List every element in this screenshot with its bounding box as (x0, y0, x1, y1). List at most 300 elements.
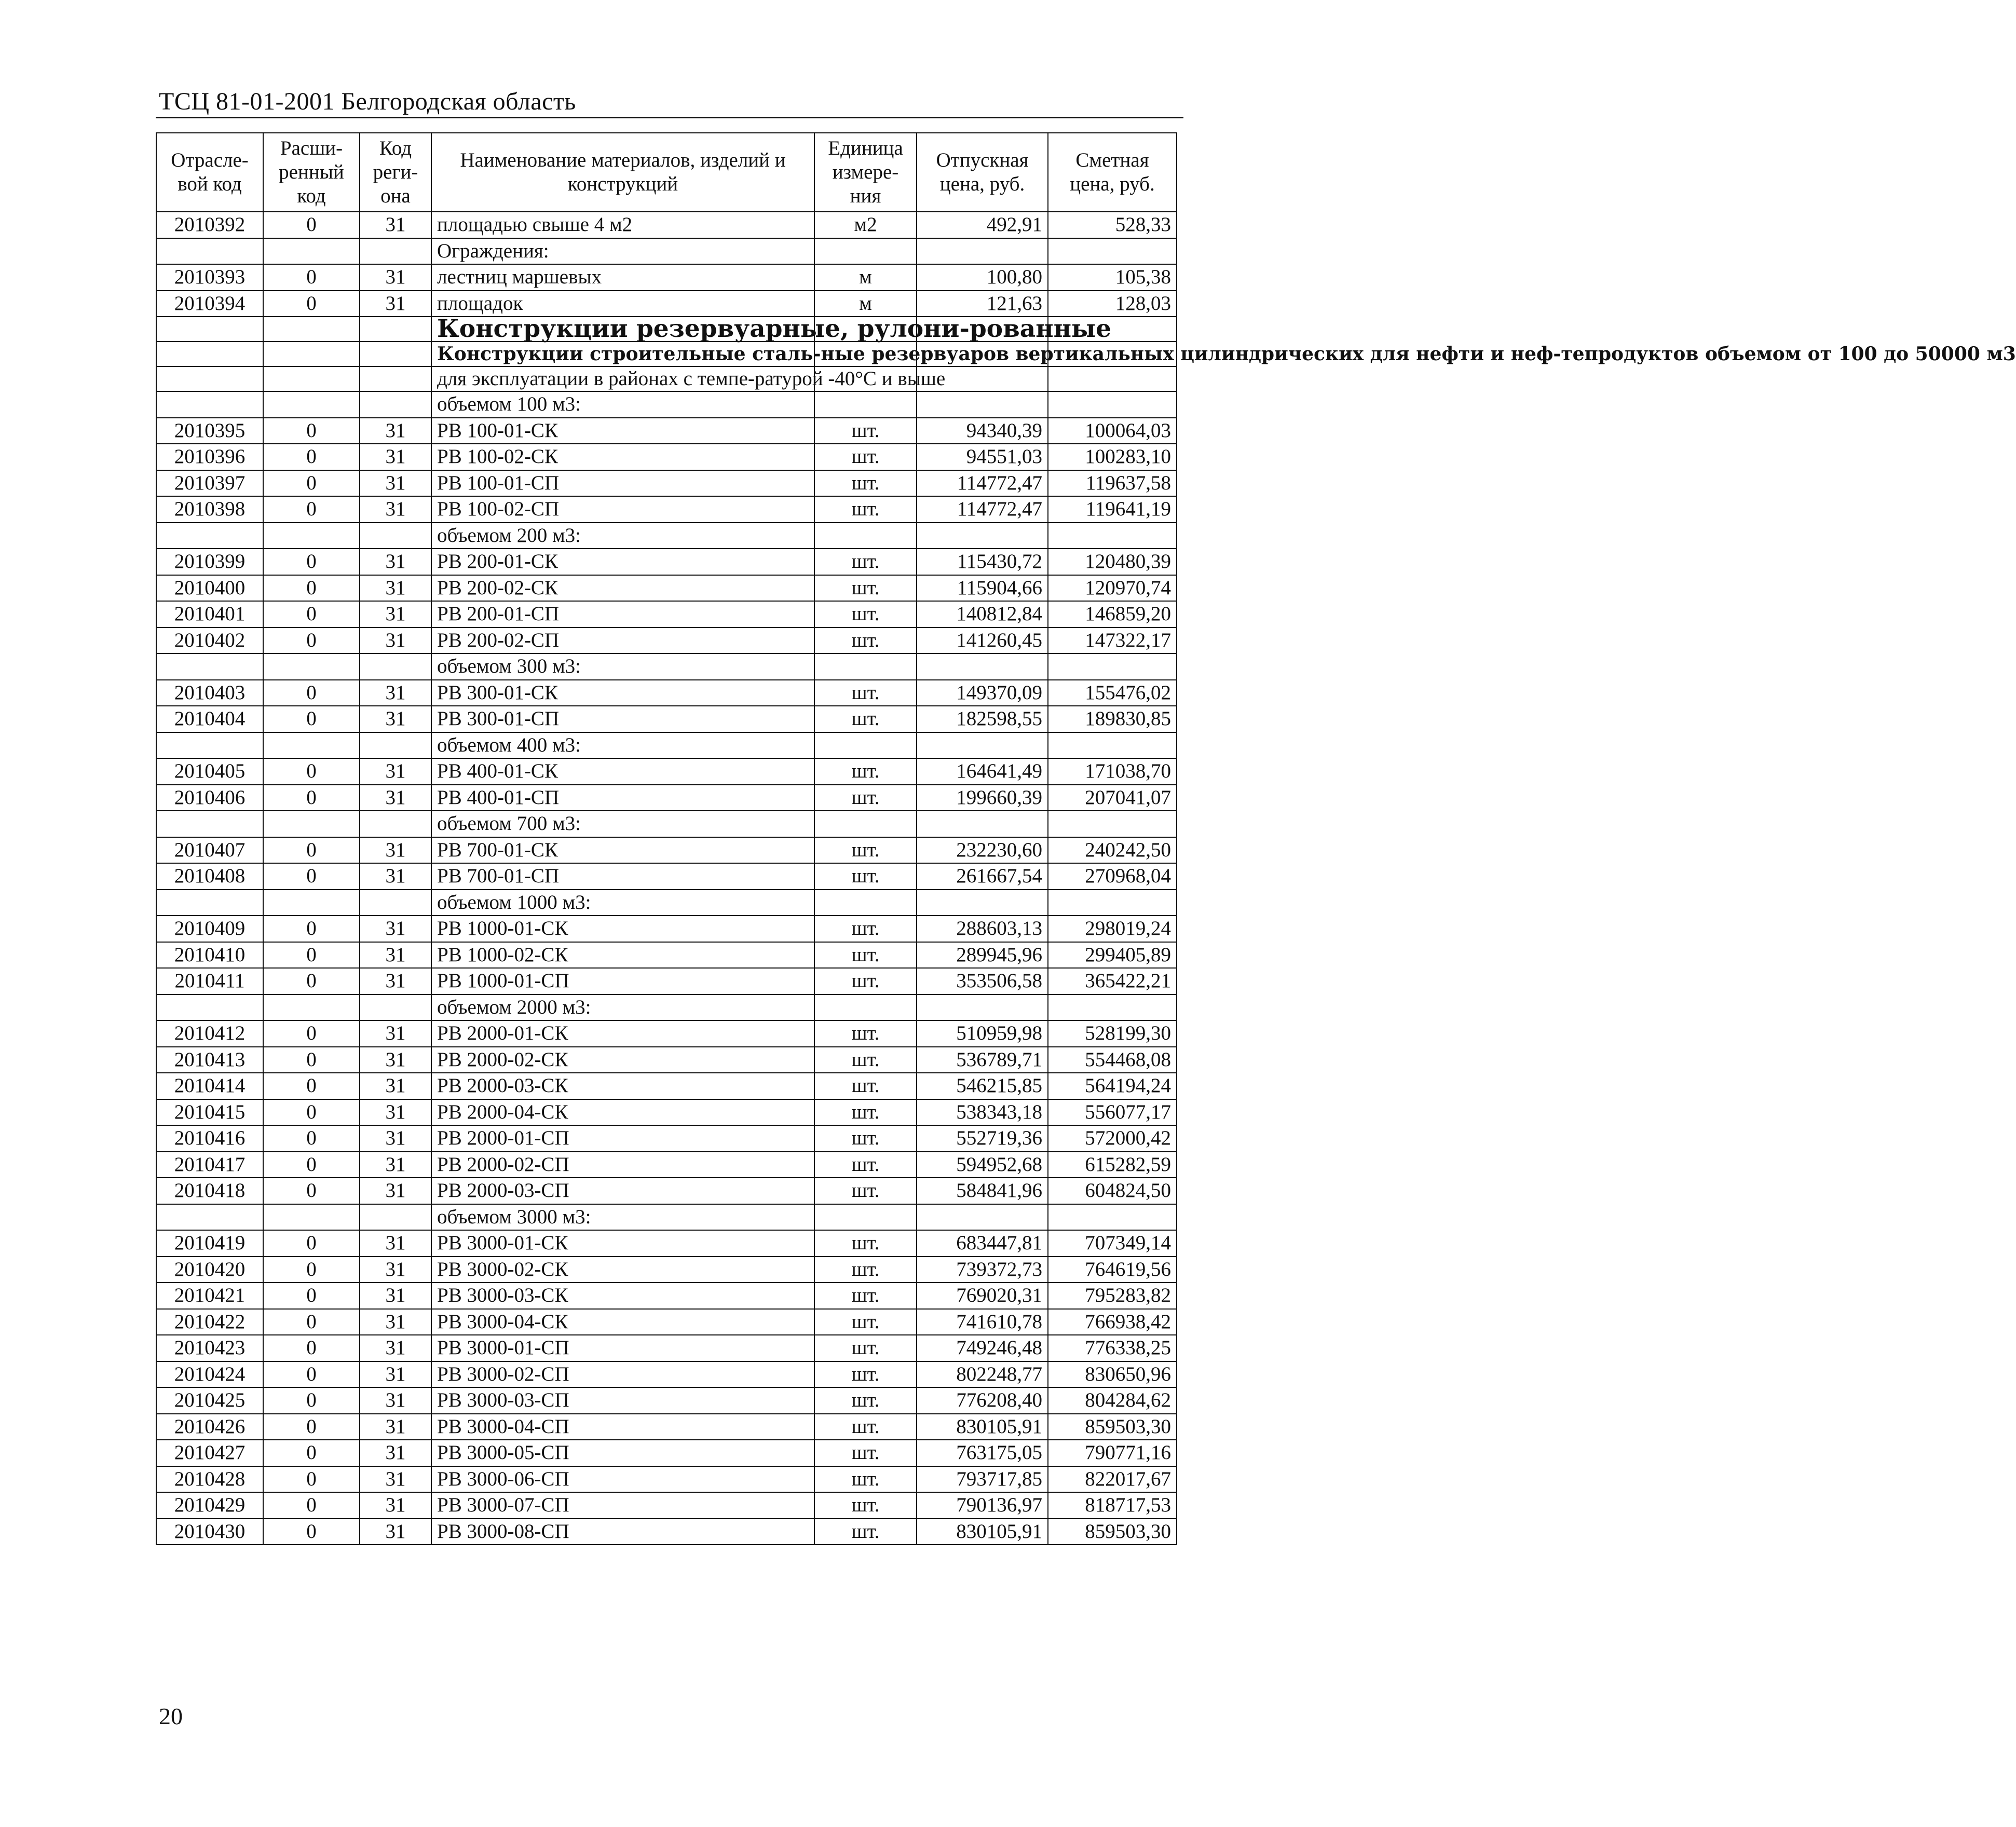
estimate-price-cell: 795283,82 (1048, 1283, 1177, 1309)
release-price-cell: 288603,13 (917, 916, 1048, 942)
page-number: 20 (159, 1703, 183, 1729)
release-price-cell: 536789,71 (917, 1047, 1048, 1073)
empty-cell (156, 890, 263, 916)
col-header-branch-code: Отрасле-вой код (156, 133, 263, 212)
release-price-cell: 749246,48 (917, 1335, 1048, 1361)
table-row (156, 706, 1177, 732)
region-code-cell: 31 (360, 628, 431, 654)
release-price-cell: 115904,66 (917, 575, 1048, 602)
unit-cell: шт. (814, 549, 917, 575)
empty-cell (263, 238, 360, 265)
empty-cell (814, 811, 917, 837)
release-price-cell: 140812,84 (917, 601, 1048, 628)
unit-cell: шт. (814, 1335, 917, 1361)
empty-cell (1048, 366, 1177, 391)
empty-cell (360, 1204, 431, 1231)
estimate-price-cell: 105,38 (1048, 264, 1177, 291)
estimate-price-cell: 171038,70 (1048, 758, 1177, 785)
empty-cell (917, 1204, 1048, 1231)
unit-cell: шт. (814, 1466, 917, 1493)
empty-cell (917, 238, 1048, 265)
branch-code-cell: 2010427 (156, 1440, 263, 1466)
extended-code-cell: 0 (263, 1178, 360, 1204)
estimate-price-cell: 707349,14 (1048, 1230, 1177, 1257)
branch-code-cell: 2010423 (156, 1335, 263, 1361)
empty-cell (360, 238, 431, 265)
group-name-cell: объемом 200 м3: (431, 523, 814, 549)
extended-code-cell: 0 (263, 837, 360, 864)
estimate-price-cell: 298019,24 (1048, 916, 1177, 942)
estimate-price-cell: 100064,03 (1048, 418, 1177, 444)
extended-code-cell: 0 (263, 1414, 360, 1440)
name-cell: РВ 3000-08-СП (431, 1519, 814, 1545)
branch-code-cell: 2010403 (156, 680, 263, 706)
region-code-cell: 31 (360, 1519, 431, 1545)
name-cell: РВ 400-01-СП (431, 785, 814, 811)
extended-code-cell: 0 (263, 942, 360, 969)
region-code-cell: 31 (360, 942, 431, 969)
extended-code-cell: 0 (263, 1230, 360, 1257)
extended-code-cell: 0 (263, 628, 360, 654)
empty-cell (263, 317, 360, 342)
table-row (156, 1230, 1177, 1257)
extended-code-cell: 0 (263, 1125, 360, 1152)
name-cell: РВ 3000-04-СК (431, 1309, 814, 1335)
empty-cell (156, 238, 263, 265)
region-code-cell: 31 (360, 1073, 431, 1099)
name-cell: РВ 3000-01-СК (431, 1230, 814, 1257)
release-price-cell: 538343,18 (917, 1099, 1048, 1126)
release-price-cell: 114772,47 (917, 496, 1048, 523)
subgroup-row (156, 523, 1177, 549)
group-heading-row (156, 342, 1177, 366)
name-cell: РВ 1000-01-СК (431, 916, 814, 942)
name-cell: РВ 3000-04-СП (431, 1414, 814, 1440)
table-row (156, 1125, 1177, 1152)
extended-code-cell: 0 (263, 418, 360, 444)
extended-code-cell: 0 (263, 291, 360, 317)
branch-code-cell: 2010421 (156, 1283, 263, 1309)
empty-cell (360, 317, 431, 342)
table-row (156, 1387, 1177, 1414)
unit-cell: шт. (814, 575, 917, 602)
empty-cell (1048, 811, 1177, 837)
table-row (156, 1440, 1177, 1466)
estimate-price-cell: 207041,07 (1048, 785, 1177, 811)
table-row (156, 444, 1177, 470)
extended-code-cell: 0 (263, 1387, 360, 1414)
region-code-cell: 31 (360, 1387, 431, 1414)
empty-cell (156, 317, 263, 342)
extended-code-cell: 0 (263, 1361, 360, 1388)
region-code-cell: 31 (360, 549, 431, 575)
table-row (156, 942, 1177, 969)
estimate-price-cell: 859503,30 (1048, 1414, 1177, 1440)
region-code-cell: 31 (360, 1466, 431, 1493)
table-row (156, 1361, 1177, 1388)
unit-cell: шт. (814, 706, 917, 732)
name-cell: РВ 200-02-СП (431, 628, 814, 654)
empty-cell (156, 653, 263, 680)
branch-code-cell: 2010417 (156, 1152, 263, 1178)
table-row (156, 575, 1177, 602)
col-header-extended-code: Расши-ренный код (263, 133, 360, 212)
extended-code-cell: 0 (263, 1073, 360, 1099)
region-code-cell: 31 (360, 264, 431, 291)
estimate-price-cell: 766938,42 (1048, 1309, 1177, 1335)
name-cell: РВ 2000-03-СК (431, 1073, 814, 1099)
region-code-cell: 31 (360, 916, 431, 942)
unit-cell: шт. (814, 418, 917, 444)
estimate-price-cell: 528,33 (1048, 212, 1177, 238)
branch-code-cell: 2010406 (156, 785, 263, 811)
empty-cell (1048, 391, 1177, 418)
release-price-cell: 763175,05 (917, 1440, 1048, 1466)
empty-cell (917, 811, 1048, 837)
estimate-price-cell: 615282,59 (1048, 1152, 1177, 1178)
release-price-cell: 546215,85 (917, 1073, 1048, 1099)
estimate-price-cell: 365422,21 (1048, 968, 1177, 994)
branch-code-cell: 2010393 (156, 264, 263, 291)
branch-code-cell: 2010426 (156, 1414, 263, 1440)
empty-cell (263, 1204, 360, 1231)
estimate-price-cell: 554468,08 (1048, 1047, 1177, 1073)
branch-code-cell: 2010425 (156, 1387, 263, 1414)
extended-code-cell: 0 (263, 968, 360, 994)
empty-cell (814, 1204, 917, 1231)
name-cell: РВ 2000-01-СК (431, 1020, 814, 1047)
extended-code-cell: 0 (263, 916, 360, 942)
branch-code-cell: 2010420 (156, 1257, 263, 1283)
name-cell: РВ 3000-02-СП (431, 1361, 814, 1388)
branch-code-cell: 2010401 (156, 601, 263, 628)
region-code-cell: 31 (360, 1230, 431, 1257)
branch-code-cell: 2010422 (156, 1309, 263, 1335)
branch-code-cell: 2010392 (156, 212, 263, 238)
region-code-cell: 31 (360, 837, 431, 864)
release-price-cell: 94551,03 (917, 444, 1048, 470)
table-row (156, 1414, 1177, 1440)
extended-code-cell: 0 (263, 1152, 360, 1178)
table-row (156, 1178, 1177, 1204)
group-name-cell: объемом 700 м3: (431, 811, 814, 837)
release-price-cell: 552719,36 (917, 1125, 1048, 1152)
empty-cell (156, 811, 263, 837)
table-row (156, 837, 1177, 864)
empty-cell (360, 994, 431, 1021)
group-name-cell: объемом 400 м3: (431, 732, 814, 759)
estimate-price-cell: 120970,74 (1048, 575, 1177, 602)
unit-cell: шт. (814, 1020, 917, 1047)
table-body (156, 212, 2016, 1545)
region-code-cell: 31 (360, 1335, 431, 1361)
table-row (156, 212, 1177, 238)
region-code-cell: 31 (360, 706, 431, 732)
name-cell: РВ 3000-03-СП (431, 1387, 814, 1414)
group-name-cell: Ограждения: (431, 238, 814, 265)
estimate-price-cell: 119637,58 (1048, 470, 1177, 497)
region-code-cell: 31 (360, 444, 431, 470)
release-price-cell: 182598,55 (917, 706, 1048, 732)
region-code-cell: 31 (360, 1125, 431, 1152)
extended-code-cell: 0 (263, 1020, 360, 1047)
extended-code-cell: 0 (263, 470, 360, 497)
group-name-cell: для эксплуатации в районах с темпе-ратурой -40°С и выше (431, 366, 814, 391)
region-code-cell: 31 (360, 680, 431, 706)
unit-cell: шт. (814, 1440, 917, 1466)
name-cell: РВ 100-01-СП (431, 470, 814, 497)
release-price-cell: 793717,85 (917, 1466, 1048, 1493)
unit-cell: шт. (814, 863, 917, 890)
branch-code-cell: 2010419 (156, 1230, 263, 1257)
empty-cell (263, 653, 360, 680)
name-cell: РВ 2000-03-СП (431, 1178, 814, 1204)
extended-code-cell: 0 (263, 1440, 360, 1466)
unit-cell: шт. (814, 758, 917, 785)
empty-cell (814, 238, 917, 265)
unit-cell: шт. (814, 1230, 917, 1257)
header-rule (156, 117, 1183, 118)
col-header-release-price: Отпускная цена, руб. (917, 133, 1048, 212)
empty-cell (263, 732, 360, 759)
table-row (156, 291, 1177, 317)
release-price-cell: 769020,31 (917, 1283, 1048, 1309)
name-cell: РВ 200-02-СК (431, 575, 814, 602)
release-price-cell: 830105,91 (917, 1519, 1048, 1545)
unit-cell: шт. (814, 837, 917, 864)
branch-code-cell: 2010398 (156, 496, 263, 523)
subgroup-row (156, 890, 1177, 916)
table-row (156, 1309, 1177, 1335)
name-cell: РВ 700-01-СП (431, 863, 814, 890)
extended-code-cell: 0 (263, 212, 360, 238)
table-row (156, 496, 1177, 523)
empty-cell (360, 732, 431, 759)
branch-code-cell: 2010413 (156, 1047, 263, 1073)
unit-cell: шт. (814, 968, 917, 994)
section-heading-row (156, 317, 1177, 342)
unit-cell: шт. (814, 444, 917, 470)
release-price-cell: 830105,91 (917, 1414, 1048, 1440)
region-code-cell: 31 (360, 1361, 431, 1388)
region-code-cell: 31 (360, 418, 431, 444)
estimate-price-cell: 764619,56 (1048, 1257, 1177, 1283)
release-price-cell: 739372,73 (917, 1257, 1048, 1283)
name-cell: лестниц маршевых (431, 264, 814, 291)
empty-cell (156, 732, 263, 759)
release-price-cell: 741610,78 (917, 1309, 1048, 1335)
empty-cell (156, 1204, 263, 1231)
unit-cell: шт. (814, 942, 917, 969)
table-header (156, 133, 1177, 212)
empty-cell (263, 523, 360, 549)
branch-code-cell: 2010430 (156, 1519, 263, 1545)
name-cell: площадок (431, 291, 814, 317)
branch-code-cell: 2010410 (156, 942, 263, 969)
extended-code-cell: 0 (263, 863, 360, 890)
branch-code-cell: 2010416 (156, 1125, 263, 1152)
extended-code-cell: 0 (263, 1519, 360, 1545)
extended-code-cell: 0 (263, 264, 360, 291)
table-row (156, 1047, 1177, 1073)
table-row (156, 601, 1177, 628)
name-cell: РВ 100-02-СК (431, 444, 814, 470)
empty-cell (263, 994, 360, 1021)
branch-code-cell: 2010399 (156, 549, 263, 575)
estimate-price-cell: 270968,04 (1048, 863, 1177, 890)
empty-cell (263, 342, 360, 366)
empty-cell (917, 523, 1048, 549)
extended-code-cell: 0 (263, 1047, 360, 1073)
empty-cell (360, 523, 431, 549)
region-code-cell: 31 (360, 1152, 431, 1178)
table-row (156, 1466, 1177, 1493)
release-price-cell: 94340,39 (917, 418, 1048, 444)
estimate-price-cell: 119641,19 (1048, 496, 1177, 523)
table-row (156, 549, 1177, 575)
extended-code-cell: 0 (263, 1492, 360, 1519)
release-price-cell: 121,63 (917, 291, 1048, 317)
table-row (156, 1257, 1177, 1283)
unit-cell: м (814, 264, 917, 291)
extended-code-cell: 0 (263, 1335, 360, 1361)
release-price-cell: 289945,96 (917, 942, 1048, 969)
name-cell: РВ 3000-07-СП (431, 1492, 814, 1519)
unit-cell: шт. (814, 470, 917, 497)
region-code-cell: 31 (360, 601, 431, 628)
empty-cell (360, 366, 431, 391)
branch-code-cell: 2010394 (156, 291, 263, 317)
branch-code-cell: 2010418 (156, 1178, 263, 1204)
release-price-cell: 510959,98 (917, 1020, 1048, 1047)
unit-cell: шт. (814, 785, 917, 811)
branch-code-cell: 2010409 (156, 916, 263, 942)
name-cell: РВ 400-01-СК (431, 758, 814, 785)
region-code-cell: 31 (360, 1047, 431, 1073)
release-price-cell: 790136,97 (917, 1492, 1048, 1519)
empty-cell (360, 811, 431, 837)
release-price-cell: 261667,54 (917, 863, 1048, 890)
col-header-estimate-price: Сметная цена, руб. (1048, 133, 1177, 212)
empty-cell (814, 523, 917, 549)
estimate-price-cell: 790771,16 (1048, 1440, 1177, 1466)
extended-code-cell: 0 (263, 601, 360, 628)
release-price-cell: 594952,68 (917, 1152, 1048, 1178)
subgroup-row (156, 811, 1177, 837)
estimate-price-cell: 564194,24 (1048, 1073, 1177, 1099)
unit-cell: шт. (814, 1178, 917, 1204)
name-cell: РВ 2000-01-СП (431, 1125, 814, 1152)
region-code-cell: 31 (360, 1440, 431, 1466)
release-price-cell: 115430,72 (917, 549, 1048, 575)
subgroup-row (156, 1204, 1177, 1231)
empty-cell (1048, 1204, 1177, 1231)
table-row (156, 470, 1177, 497)
name-cell: РВ 1000-01-СП (431, 968, 814, 994)
region-code-cell: 31 (360, 291, 431, 317)
empty-cell (263, 391, 360, 418)
name-cell: РВ 1000-02-СК (431, 942, 814, 969)
empty-cell (156, 366, 263, 391)
empty-cell (1048, 732, 1177, 759)
group-name-cell: объемом 1000 м3: (431, 890, 814, 916)
empty-cell (917, 890, 1048, 916)
estimate-price-cell: 189830,85 (1048, 706, 1177, 732)
release-price-cell: 199660,39 (917, 785, 1048, 811)
branch-code-cell: 2010415 (156, 1099, 263, 1126)
table-row (156, 968, 1177, 994)
name-cell: площадью свыше 4 м2 (431, 212, 814, 238)
release-price-cell: 802248,77 (917, 1361, 1048, 1388)
empty-cell (360, 342, 431, 366)
unit-cell: шт. (814, 1073, 917, 1099)
extended-code-cell: 0 (263, 444, 360, 470)
estimate-price-cell: 822017,67 (1048, 1466, 1177, 1493)
group-name-cell: объемом 100 м3: (431, 391, 814, 418)
release-price-cell: 114772,47 (917, 470, 1048, 497)
group-name-cell: Конструкции резервуарные, рулони-рованные (431, 317, 814, 342)
branch-code-cell: 2010402 (156, 628, 263, 654)
release-price-cell: 232230,60 (917, 837, 1048, 864)
unit-cell: м (814, 291, 917, 317)
table-row (156, 785, 1177, 811)
estimate-price-cell: 146859,20 (1048, 601, 1177, 628)
empty-cell (917, 653, 1048, 680)
name-cell: РВ 100-02-СП (431, 496, 814, 523)
empty-cell (263, 890, 360, 916)
name-cell: РВ 2000-04-СК (431, 1099, 814, 1126)
estimate-price-cell: 100283,10 (1048, 444, 1177, 470)
empty-cell (814, 732, 917, 759)
branch-code-cell: 2010400 (156, 575, 263, 602)
name-cell: РВ 200-01-СП (431, 601, 814, 628)
name-cell: РВ 2000-02-СП (431, 1152, 814, 1178)
extended-code-cell: 0 (263, 1309, 360, 1335)
unit-cell: шт. (814, 1283, 917, 1309)
table-row (156, 916, 1177, 942)
empty-cell (1048, 890, 1177, 916)
branch-code-cell: 2010412 (156, 1020, 263, 1047)
group-name-cell: объемом 2000 м3: (431, 994, 814, 1021)
region-code-cell: 31 (360, 785, 431, 811)
branch-code-cell: 2010414 (156, 1073, 263, 1099)
estimate-price-cell: 818717,53 (1048, 1492, 1177, 1519)
subgroup-row (156, 391, 1177, 418)
empty-cell (360, 391, 431, 418)
branch-code-cell: 2010405 (156, 758, 263, 785)
table-row (156, 418, 1177, 444)
unit-cell: шт. (814, 628, 917, 654)
empty-cell (1048, 238, 1177, 265)
table-row (156, 1335, 1177, 1361)
name-cell: РВ 100-01-СК (431, 418, 814, 444)
name-cell: РВ 300-01-СК (431, 680, 814, 706)
empty-cell (917, 732, 1048, 759)
empty-cell (814, 994, 917, 1021)
empty-cell (814, 391, 917, 418)
region-code-cell: 31 (360, 1309, 431, 1335)
group-note-row (156, 366, 1177, 391)
extended-code-cell: 0 (263, 496, 360, 523)
estimate-price-cell: 155476,02 (1048, 680, 1177, 706)
unit-cell: шт. (814, 680, 917, 706)
name-cell: РВ 3000-03-СК (431, 1283, 814, 1309)
empty-cell (360, 653, 431, 680)
branch-code-cell: 2010429 (156, 1492, 263, 1519)
unit-cell: шт. (814, 916, 917, 942)
table-row (156, 1492, 1177, 1519)
extended-code-cell: 0 (263, 549, 360, 575)
